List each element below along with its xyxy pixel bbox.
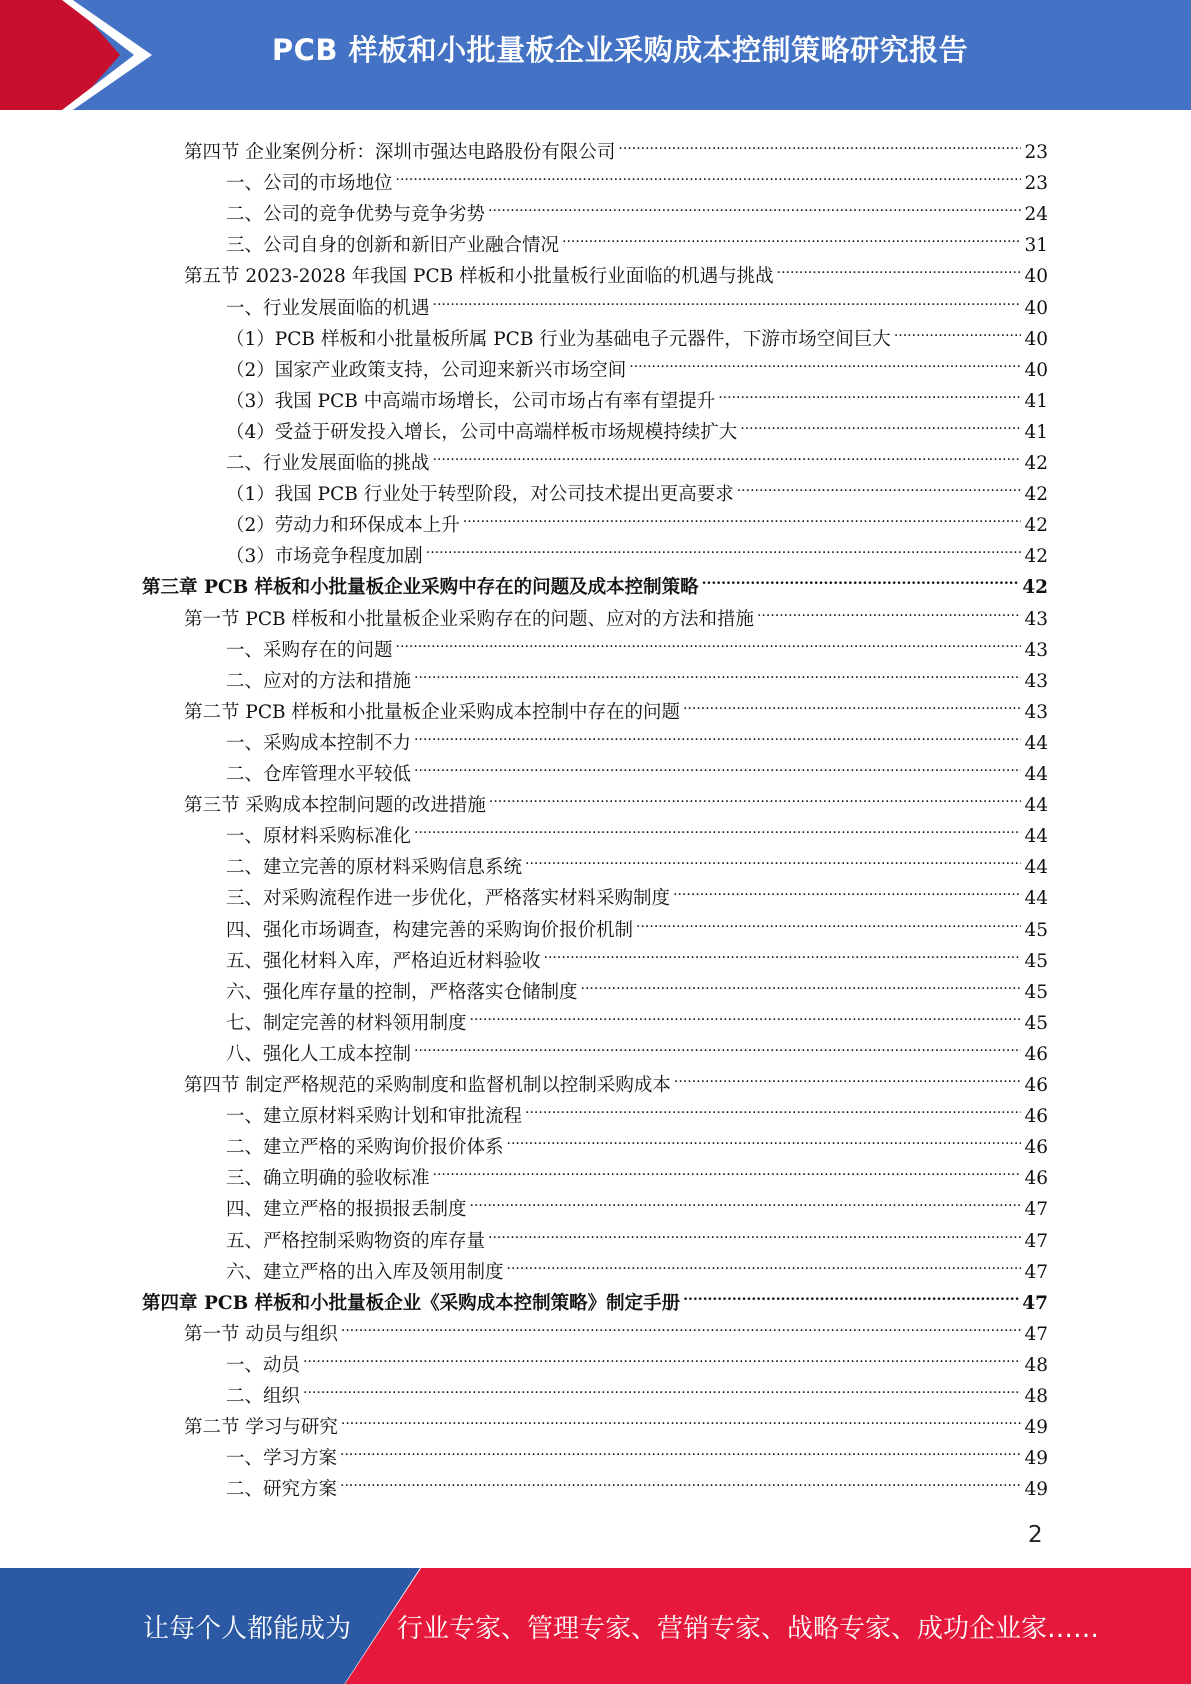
toc-entry-page: 42 xyxy=(1024,546,1048,568)
toc-entry-page: 40 xyxy=(1024,359,1048,381)
toc-entry[interactable] xyxy=(226,1247,1048,1283)
toc-entry-page: 40 xyxy=(1024,297,1048,319)
header-red-arrow-decoration xyxy=(0,0,120,110)
toc-entry-page: 42 xyxy=(1024,515,1048,537)
toc-entry-title: 二、组织 xyxy=(226,1386,301,1407)
toc-entry-page: 46 xyxy=(1024,1075,1048,1096)
toc-entry-page: 47 xyxy=(1024,1261,1048,1283)
toc-entry-page: 43 xyxy=(1024,701,1048,723)
toc-entry-title: （1）PCB 样板和小批量板所属 PCB 行业为基础电子元器件，下游市场空间巨大 xyxy=(226,328,891,350)
toc-entry-title: 第二节 学习与研究 xyxy=(184,1417,338,1439)
toc-entry-page: 42 xyxy=(1024,453,1048,474)
toc-entry-title: 第五节 2023-2028 年我国 PCB 样板和小批量板行业面临的机遇与挑战 xyxy=(184,266,774,288)
toc-entry-page: 48 xyxy=(1024,1386,1048,1407)
toc-entry-page: 23 xyxy=(1024,142,1048,163)
toc-entry-page: 44 xyxy=(1024,888,1048,910)
page-header xyxy=(0,0,1191,110)
toc-entry-title: 第四节 制定严格规范的采购制度和监督机制以控制采购成本 xyxy=(184,1075,671,1096)
toc-entry-page: 47 xyxy=(1024,1199,1048,1221)
toc-entry-title: 一、动员 xyxy=(226,1354,301,1376)
toc-entry[interactable] xyxy=(226,500,1048,537)
toc-dot-leader xyxy=(488,189,1021,220)
toc-entry-title: 六、建立严格的出入库及领用制度 xyxy=(226,1261,504,1283)
toc-entry-title: （3）我国 PCB 中高端市场增长，公司市场占有率有望提升 xyxy=(226,390,716,412)
toc-entry[interactable] xyxy=(184,780,1048,817)
toc-dot-leader xyxy=(433,283,1022,314)
toc-dot-leader xyxy=(433,438,1022,469)
toc-entry-page: 44 xyxy=(1024,857,1048,879)
toc-entry[interactable] xyxy=(226,905,1048,941)
toc-entry[interactable] xyxy=(226,1340,1048,1376)
toc-entry[interactable] xyxy=(226,158,1048,195)
toc-entry[interactable] xyxy=(226,967,1048,1003)
toc-entry-title: 五、严格控制采购物资的库存量 xyxy=(226,1230,486,1252)
toc-entry[interactable] xyxy=(184,687,1048,723)
toc-entry-title: （1）我国 PCB 行业处于转型阶段，对公司技术提出更高要求 xyxy=(226,484,734,506)
toc-entry-page: 45 xyxy=(1024,981,1048,1003)
toc-entry[interactable] xyxy=(226,189,1048,226)
toc-entry[interactable] xyxy=(226,1091,1048,1128)
toc-dot-leader xyxy=(507,1247,1022,1278)
toc-dot-leader xyxy=(414,811,1021,842)
toc-entry[interactable] xyxy=(226,811,1048,848)
toc-entry-title: 二、建立严格的采购询价报价体系 xyxy=(226,1137,504,1159)
footer-slogan-right: 行业专家、管理专家、营销专家、战略专家、成功企业家…… xyxy=(397,1614,1100,1644)
toc-entry[interactable] xyxy=(226,1029,1048,1065)
toc-dot-leader xyxy=(544,936,1022,967)
toc-entry-title: 第一节 PCB 样板和小批量板企业采购存在的问题、应对的方法和措施 xyxy=(184,608,754,630)
toc-dot-leader xyxy=(414,718,1021,749)
toc-entry-title: 第三章 PCB 样板和小批量板企业采购中存在的问题及成本控制策略 xyxy=(142,577,699,599)
toc-entry-title: 一、采购存在的问题 xyxy=(226,639,393,661)
toc-dot-leader xyxy=(894,314,1022,345)
toc-dot-leader xyxy=(737,469,1022,500)
toc-entry-page: 43 xyxy=(1024,608,1048,630)
toc-entry-title: 八、强化人工成本控制 xyxy=(226,1043,412,1065)
toc-entry[interactable] xyxy=(226,936,1048,972)
toc-entry-page: 42 xyxy=(1024,484,1048,506)
toc-entry-page: 45 xyxy=(1024,919,1048,941)
toc-entry[interactable] xyxy=(226,1184,1048,1221)
toc-entry-page: 44 xyxy=(1024,764,1048,785)
toc-dot-leader xyxy=(674,1060,1022,1091)
toc-dot-leader xyxy=(507,1122,1022,1153)
toc-dot-leader xyxy=(414,749,1021,780)
toc-entry-page: 45 xyxy=(1024,950,1048,972)
toc-entry-page: 43 xyxy=(1024,670,1048,692)
toc-entry[interactable] xyxy=(142,1278,1048,1314)
toc-entry-page: 41 xyxy=(1024,390,1048,412)
toc-entry-title: 二、建立完善的原材料采购信息系统 xyxy=(226,857,523,879)
toc-entry-page: 40 xyxy=(1024,328,1048,350)
toc-entry-page: 48 xyxy=(1024,1354,1048,1376)
toc-entry-title: 一、原材料采购标准化 xyxy=(226,826,412,848)
toc-dot-leader xyxy=(562,220,1021,251)
toc-dot-leader xyxy=(683,687,1021,718)
toc-entry[interactable] xyxy=(184,1309,1048,1345)
toc-entry[interactable] xyxy=(226,998,1048,1034)
toc-entry-title: 三、公司自身的创新和新旧产业融合情况 xyxy=(226,235,560,257)
toc-entry[interactable] xyxy=(226,1122,1048,1159)
toc-dot-leader xyxy=(303,1340,1021,1371)
toc-entry-page: 47 xyxy=(1024,1323,1048,1345)
toc-entry-page: 42 xyxy=(1022,577,1048,599)
toc-entry-page: 46 xyxy=(1024,1043,1048,1065)
toc-dot-leader xyxy=(470,998,1022,1029)
toc-entry-page: 45 xyxy=(1024,1012,1048,1034)
toc-entry-page: 44 xyxy=(1024,826,1048,848)
toc-entry[interactable] xyxy=(226,656,1048,692)
toc-entry[interactable] xyxy=(226,718,1048,754)
toc-dot-leader xyxy=(414,656,1021,687)
toc-entry-title: （3）市场竞争程度加剧 xyxy=(226,546,423,568)
toc-entry-page: 43 xyxy=(1024,639,1048,661)
toc-entry[interactable] xyxy=(184,594,1048,630)
toc-entry[interactable] xyxy=(226,1153,1048,1190)
toc-dot-leader xyxy=(718,376,1021,407)
toc-entry-title: 二、研究方案 xyxy=(226,1479,338,1501)
toc-entry-page: 47 xyxy=(1022,1292,1048,1314)
toc-entry[interactable] xyxy=(226,469,1048,506)
toc-dot-leader xyxy=(489,780,1022,811)
toc-entry-page: 31 xyxy=(1024,235,1048,257)
toc-entry-page: 46 xyxy=(1024,1106,1048,1128)
toc-entry-title: 二、仓库管理水平较低 xyxy=(226,764,412,785)
toc-entry[interactable] xyxy=(226,1433,1048,1470)
toc-entry-page: 41 xyxy=(1024,421,1048,443)
toc-dot-leader xyxy=(303,1371,1021,1402)
toc-entry[interactable] xyxy=(184,251,1048,288)
toc-entry-title: 二、行业发展面临的挑战 xyxy=(226,453,430,474)
toc-entry-page: 49 xyxy=(1024,1417,1048,1439)
toc-dot-leader xyxy=(470,1184,1022,1215)
page-footer xyxy=(0,1568,1191,1684)
toc-entry-title: 四、建立严格的报损报丢制度 xyxy=(226,1199,467,1221)
toc-entry-title: 第二节 PCB 样板和小批量板企业采购成本控制中存在的问题 xyxy=(184,701,680,723)
toc-entry-title: 第四节 企业案例分析：深圳市强达电路股份有限公司 xyxy=(184,142,616,163)
toc-entry[interactable] xyxy=(142,562,1048,599)
toc-entry-page: 40 xyxy=(1024,266,1048,288)
toc-dot-leader xyxy=(757,594,1021,625)
toc-entry[interactable] xyxy=(226,531,1048,568)
toc-dot-leader xyxy=(414,1029,1021,1060)
toc-entry-page: 47 xyxy=(1024,1230,1048,1252)
toc-entry[interactable] xyxy=(226,345,1048,381)
toc-dot-leader xyxy=(341,1309,1022,1340)
toc-entry-title: 一、学习方案 xyxy=(226,1448,338,1470)
toc-entry-title: 一、公司的市场地位 xyxy=(226,173,393,195)
toc-dot-leader xyxy=(702,562,1020,593)
toc-entry[interactable] xyxy=(226,1464,1048,1501)
toc-entry-title: 第四章 PCB 样板和小批量板企业《采购成本控制策略》制定手册 xyxy=(142,1292,681,1314)
toc-entry-title: 五、强化材料入库，严格迫近材料验收 xyxy=(226,950,541,972)
toc-dot-leader xyxy=(340,1464,1021,1495)
toc-entry-page: 24 xyxy=(1024,204,1048,226)
toc-entry-title: （2）劳动力和环保成本上升 xyxy=(226,515,460,537)
toc-entry-title: 第三节 采购成本控制问题的改进措施 xyxy=(184,795,486,817)
toc-entry-title: （4）受益于研发投入增长，公司中高端样板市场规模持续扩大 xyxy=(226,421,738,443)
toc-entry[interactable] xyxy=(226,749,1048,785)
toc-entry-title: 二、应对的方法和措施 xyxy=(226,670,412,692)
toc-dot-leader xyxy=(636,905,1021,936)
toc-entry-title: 一、行业发展面临的机遇 xyxy=(226,297,430,319)
toc-entry[interactable] xyxy=(226,873,1048,910)
toc-dot-leader xyxy=(433,1153,1022,1184)
toc-entry[interactable] xyxy=(226,625,1048,661)
toc-entry[interactable] xyxy=(226,407,1048,443)
toc-entry-page: 44 xyxy=(1024,732,1048,754)
toc-dot-leader xyxy=(396,158,1022,189)
toc-entry[interactable] xyxy=(184,127,1048,163)
toc-dot-leader xyxy=(396,625,1022,656)
toc-entry[interactable] xyxy=(226,376,1048,412)
toc-dot-leader xyxy=(488,1216,1021,1247)
toc-dot-leader xyxy=(341,1402,1022,1433)
toc-entry-title: 四、强化市场调查，构建完善的采购询价报价机制 xyxy=(226,919,634,941)
toc-entry-title: 三、对采购流程作进一步优化，严格落实材料采购制度 xyxy=(226,888,671,910)
toc-entry[interactable] xyxy=(226,314,1048,350)
toc-dot-leader xyxy=(683,1278,1019,1309)
toc-entry[interactable] xyxy=(226,1216,1048,1252)
toc-dot-leader xyxy=(525,1091,1021,1122)
toc-entry[interactable] xyxy=(226,220,1048,257)
toc-entry-title: 第一节 动员与组织 xyxy=(184,1323,338,1345)
toc-entry[interactable] xyxy=(184,1060,1048,1096)
toc-entry-page: 49 xyxy=(1024,1448,1048,1470)
toc-dot-leader xyxy=(340,1433,1021,1464)
toc-entry-title: 一、采购成本控制不力 xyxy=(226,732,412,754)
toc-entry-title: 一、建立原材料采购计划和审批流程 xyxy=(226,1106,523,1128)
toc-entry-page: 49 xyxy=(1024,1479,1048,1501)
toc-entry-page: 46 xyxy=(1024,1137,1048,1159)
toc-dot-leader xyxy=(777,251,1022,282)
report-title: PCB 样板和小批量板企业采购成本控制策略研究报告 xyxy=(271,33,969,67)
page-number: 2 xyxy=(1028,1522,1043,1548)
toc-entry-page: 23 xyxy=(1024,173,1048,195)
toc-dot-leader xyxy=(463,500,1022,531)
toc-dot-leader xyxy=(426,531,1022,562)
toc-entry[interactable] xyxy=(226,1371,1048,1407)
toc-entry[interactable] xyxy=(184,1402,1048,1439)
toc-dot-leader xyxy=(673,873,1021,904)
toc-entry-title: 二、公司的竞争优势与竞争劣势 xyxy=(226,204,486,226)
toc-dot-leader xyxy=(581,967,1022,998)
toc-entry-page: 46 xyxy=(1024,1168,1048,1190)
toc-entry[interactable] xyxy=(226,283,1048,319)
toc-dot-leader xyxy=(525,842,1021,873)
footer-slogan-left: 让每个人都能成为 xyxy=(143,1614,352,1644)
toc-dot-leader xyxy=(740,407,1021,438)
toc-entry-title: 三、确立明确的验收标准 xyxy=(226,1168,430,1190)
toc-entry-title: （2）国家产业政策支持，公司迎来新兴市场空间 xyxy=(226,359,627,381)
toc-dot-leader xyxy=(618,127,1021,158)
toc-entry-title: 六、强化库存量的控制，严格落实仓储制度 xyxy=(226,981,578,1003)
toc-dot-leader xyxy=(629,345,1021,376)
toc-entry[interactable] xyxy=(226,842,1048,879)
toc-entry[interactable] xyxy=(226,438,1048,474)
toc-entry-title: 七、制定完善的材料领用制度 xyxy=(226,1012,467,1034)
toc-entry-page: 44 xyxy=(1024,795,1048,817)
